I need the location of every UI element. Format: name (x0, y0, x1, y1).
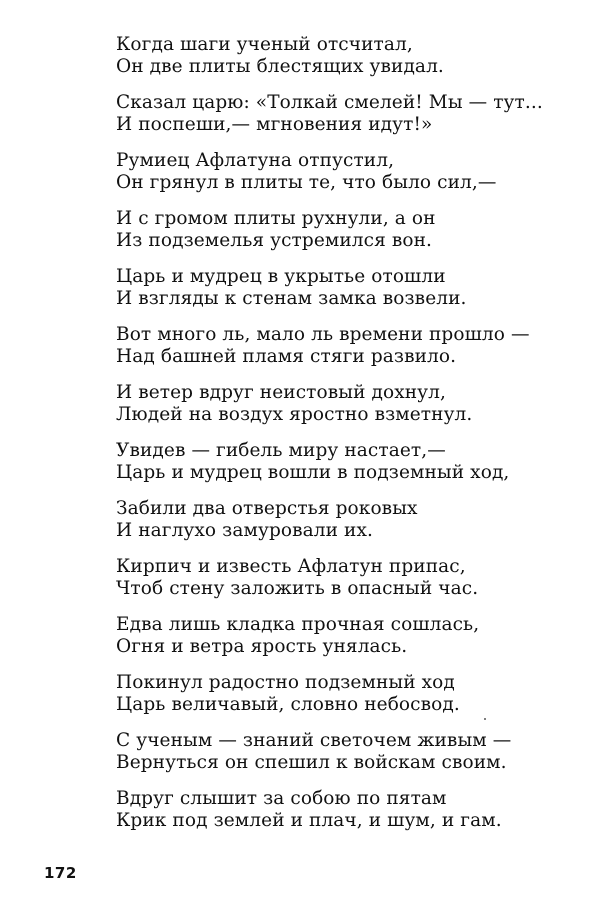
verse-line: Людей на воздух яростно взметнул. (116, 404, 473, 425)
verse-line: И поспеши,— мгновения идут!» (116, 114, 433, 135)
verse-line: И взгляды к стенам замка возвели. (116, 288, 467, 309)
stanza (116, 498, 576, 556)
verse-line: Царь и мудрец в укрытье отошли (116, 266, 446, 287)
verse-line: Над башней пламя стяги развило. (116, 346, 457, 367)
verse-line: Забили два отверстья роковых (116, 498, 418, 519)
stanza (116, 672, 576, 730)
verse-line: Вдруг слышит за собою по пятам (116, 788, 447, 809)
verse-line: И ветер вдруг неистовый дохнул, (116, 382, 446, 403)
verse-line: Царь и мудрец вошли в подземный ход, (116, 462, 510, 483)
verse-line: Чтоб стену заложить в опасный час. (116, 578, 479, 599)
verse-line: Царь величавый, словно небосвод. (116, 694, 460, 715)
verse-line: Вот много ль, мало ль времени прошло — (116, 324, 530, 345)
stanza (116, 440, 576, 498)
stanza (116, 150, 576, 208)
verse-line: Он две плиты блестящих увидал. (116, 56, 444, 77)
stanza (116, 208, 576, 266)
verse-line: И наглухо замуровали их. (116, 520, 373, 541)
stanza (116, 266, 576, 324)
stanza (116, 34, 576, 92)
stanza (116, 614, 576, 672)
verse-line: Сказал царю: «Толкай смелей! Мы — тут... (116, 92, 543, 113)
verse-line: Он грянул в плиты те, что было сил,— (116, 172, 497, 193)
verse-line: Румиец Афлатуна отпустил, (116, 150, 395, 171)
stanza (116, 324, 576, 382)
poem-text (116, 34, 576, 846)
verse-line: Вернуться он спешил к войскам своим. (116, 752, 507, 773)
verse-line: Из подземелья устремился вон. (116, 230, 433, 251)
verse-line: Когда шаги ученый отсчитал, (116, 34, 413, 55)
verse-line: И с громом плиты рухнули, а он (116, 208, 436, 229)
verse-line: Огня и ветра ярость унялась. (116, 636, 408, 657)
print-speck (484, 718, 486, 720)
verse-line: Едва лишь кладка прочная сошлась, (116, 614, 480, 635)
stanza (116, 788, 576, 846)
stanza (116, 92, 576, 150)
verse-line: Увидев — гибель миру настает,— (116, 440, 446, 461)
page-number: 172 (44, 864, 77, 882)
stanza (116, 730, 576, 788)
verse-line: Крик под землей и плач, и шум, и гам. (116, 810, 502, 831)
verse-line: Кирпич и известь Афлатун припас, (116, 556, 466, 577)
stanza (116, 382, 576, 440)
verse-line: С ученым — знаний светочем живым — (116, 730, 512, 751)
verse-line: Покинул радостно подземный ход (116, 672, 455, 693)
stanza (116, 556, 576, 614)
